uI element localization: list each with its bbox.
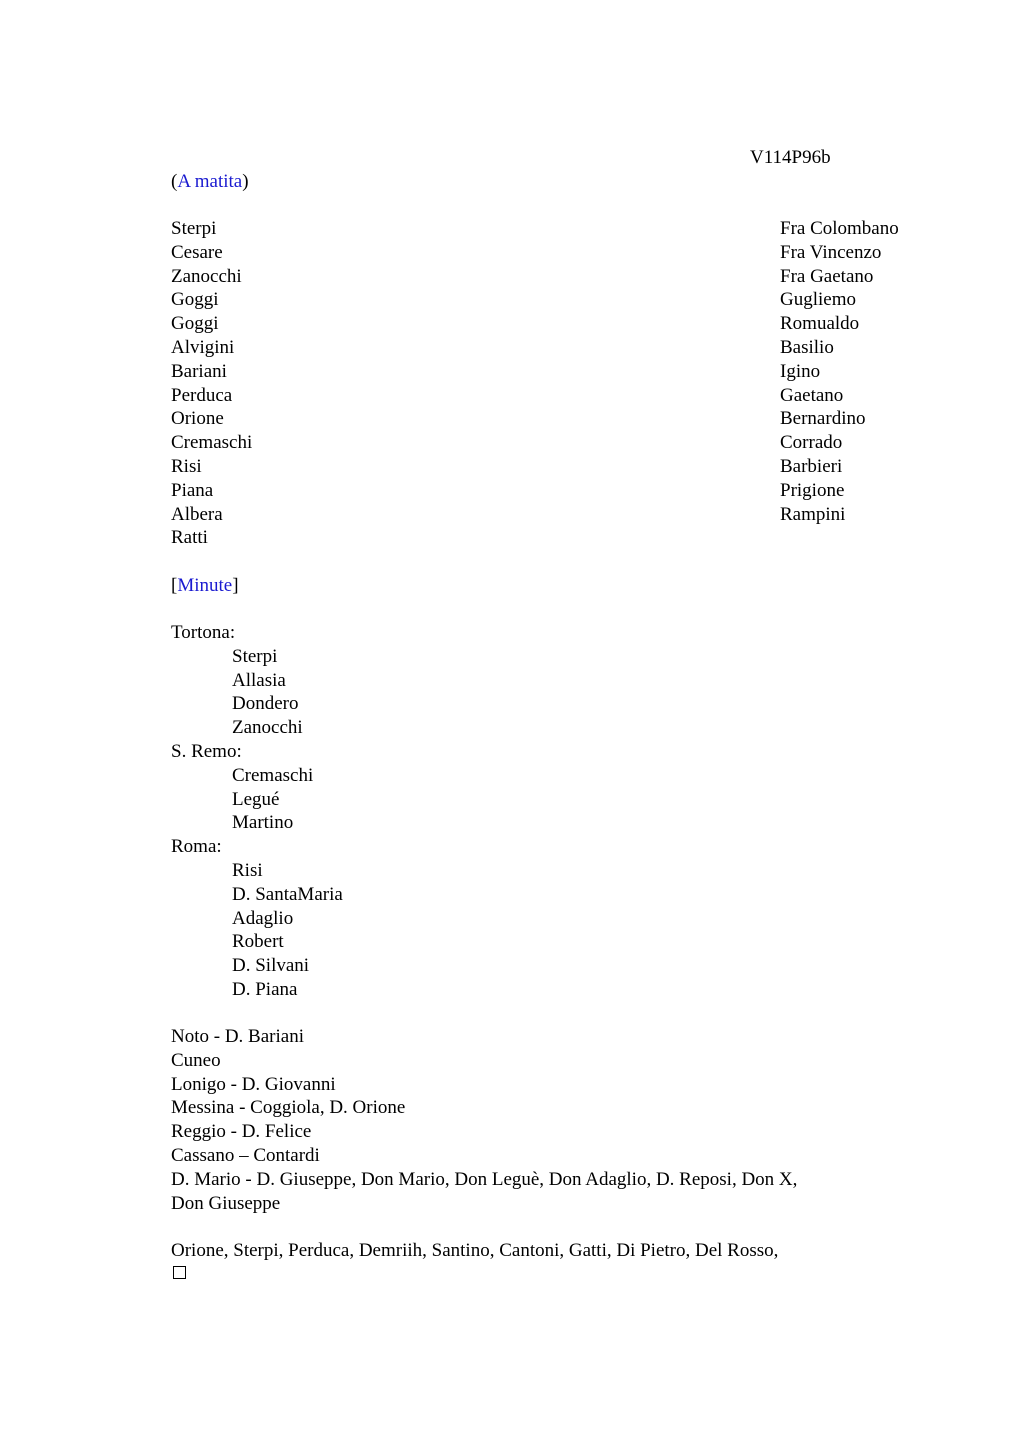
final-line: Orione, Sterpi, Perduca, Demriih, Santino, Cantoni, Gatti, Di Pietro, Del Rosso,: [171, 1240, 779, 1261]
page-code: V114P96b: [750, 147, 831, 168]
list-item: Ratti: [171, 527, 208, 549]
list-item: Cesare: [171, 241, 223, 263]
list-item: Perduca: [171, 384, 233, 406]
house-member: Cremaschi: [232, 764, 314, 786]
house-member: D. SantaMaria: [232, 883, 343, 905]
minute-note-link: Minute: [177, 575, 233, 596]
assignments-section: [171, 1025, 797, 1215]
checkbox-square-icon: [173, 1266, 186, 1279]
list-item: Prigione: [780, 479, 845, 501]
house-place: Roma:: [171, 836, 222, 858]
assignment-line: Cassano – Contardi: [171, 1144, 320, 1166]
house-member: Martino: [232, 812, 294, 834]
list-item: Fra Vincenzo: [780, 241, 882, 263]
list-item: Romualdo: [780, 313, 860, 335]
list-item: Fra Colombano: [780, 218, 899, 239]
house-member: Adaglio: [232, 907, 294, 929]
assignment-line: Cuneo: [171, 1049, 221, 1071]
house-place: S. Remo:: [171, 740, 242, 762]
house-member: Sterpi: [232, 645, 278, 667]
list-item: Piana: [171, 479, 214, 501]
assignment-line: Lonigo - D. Giovanni: [171, 1073, 336, 1095]
list-item: Igino: [780, 360, 821, 382]
house-member: D. Silvani: [232, 955, 310, 977]
list-item: Bernardino: [780, 408, 866, 430]
list-item: Albera: [171, 503, 223, 525]
left-name-list: [171, 217, 252, 550]
house-member: Risi: [232, 859, 263, 881]
list-item: Goggi: [171, 313, 219, 335]
list-item: Cremaschi: [171, 432, 253, 454]
list-item: Gaetano: [780, 384, 844, 406]
house-member: Zanocchi: [232, 717, 303, 739]
assignment-line: Noto - D. Bariani: [171, 1026, 304, 1047]
list-item: Goggi: [171, 289, 219, 311]
right-name-list: [780, 217, 899, 526]
house-member: Dondero: [232, 693, 299, 715]
minute-note: [Minute]: [171, 575, 239, 596]
assignment-line: Messina - Coggiola, D. Orione: [171, 1097, 406, 1119]
assignment-line: D. Mario - D. Giuseppe, Don Mario, Don Leguè, Don Adaglio, D. Reposi, Don X,: [171, 1168, 798, 1190]
houses-section: [171, 621, 343, 1002]
list-item: Fra Gaetano: [780, 265, 874, 287]
pencil-note: (A matita): [171, 171, 249, 192]
assignment-line: Don Giuseppe: [171, 1192, 281, 1214]
list-item: Sterpi: [171, 218, 217, 239]
list-item: Basilio: [780, 336, 834, 358]
list-item: Barbieri: [780, 455, 843, 477]
list-item: Corrado: [780, 432, 843, 454]
list-item: Gugliemo: [780, 289, 856, 311]
list-item: Bariani: [171, 360, 227, 382]
list-item: Alvigini: [171, 336, 235, 358]
house-member: D. Piana: [232, 978, 298, 1000]
house-member: Legué: [232, 788, 280, 810]
house-place: Tortona:: [171, 622, 236, 643]
list-item: Risi: [171, 455, 202, 477]
assignment-line: Reggio - D. Felice: [171, 1121, 312, 1143]
list-item: Orione: [171, 408, 224, 430]
house-member: Robert: [232, 931, 284, 953]
pencil-note-link: A matita: [177, 171, 243, 192]
list-item: Rampini: [780, 503, 846, 525]
house-member: Allasia: [232, 669, 286, 691]
list-item: Zanocchi: [171, 265, 242, 287]
